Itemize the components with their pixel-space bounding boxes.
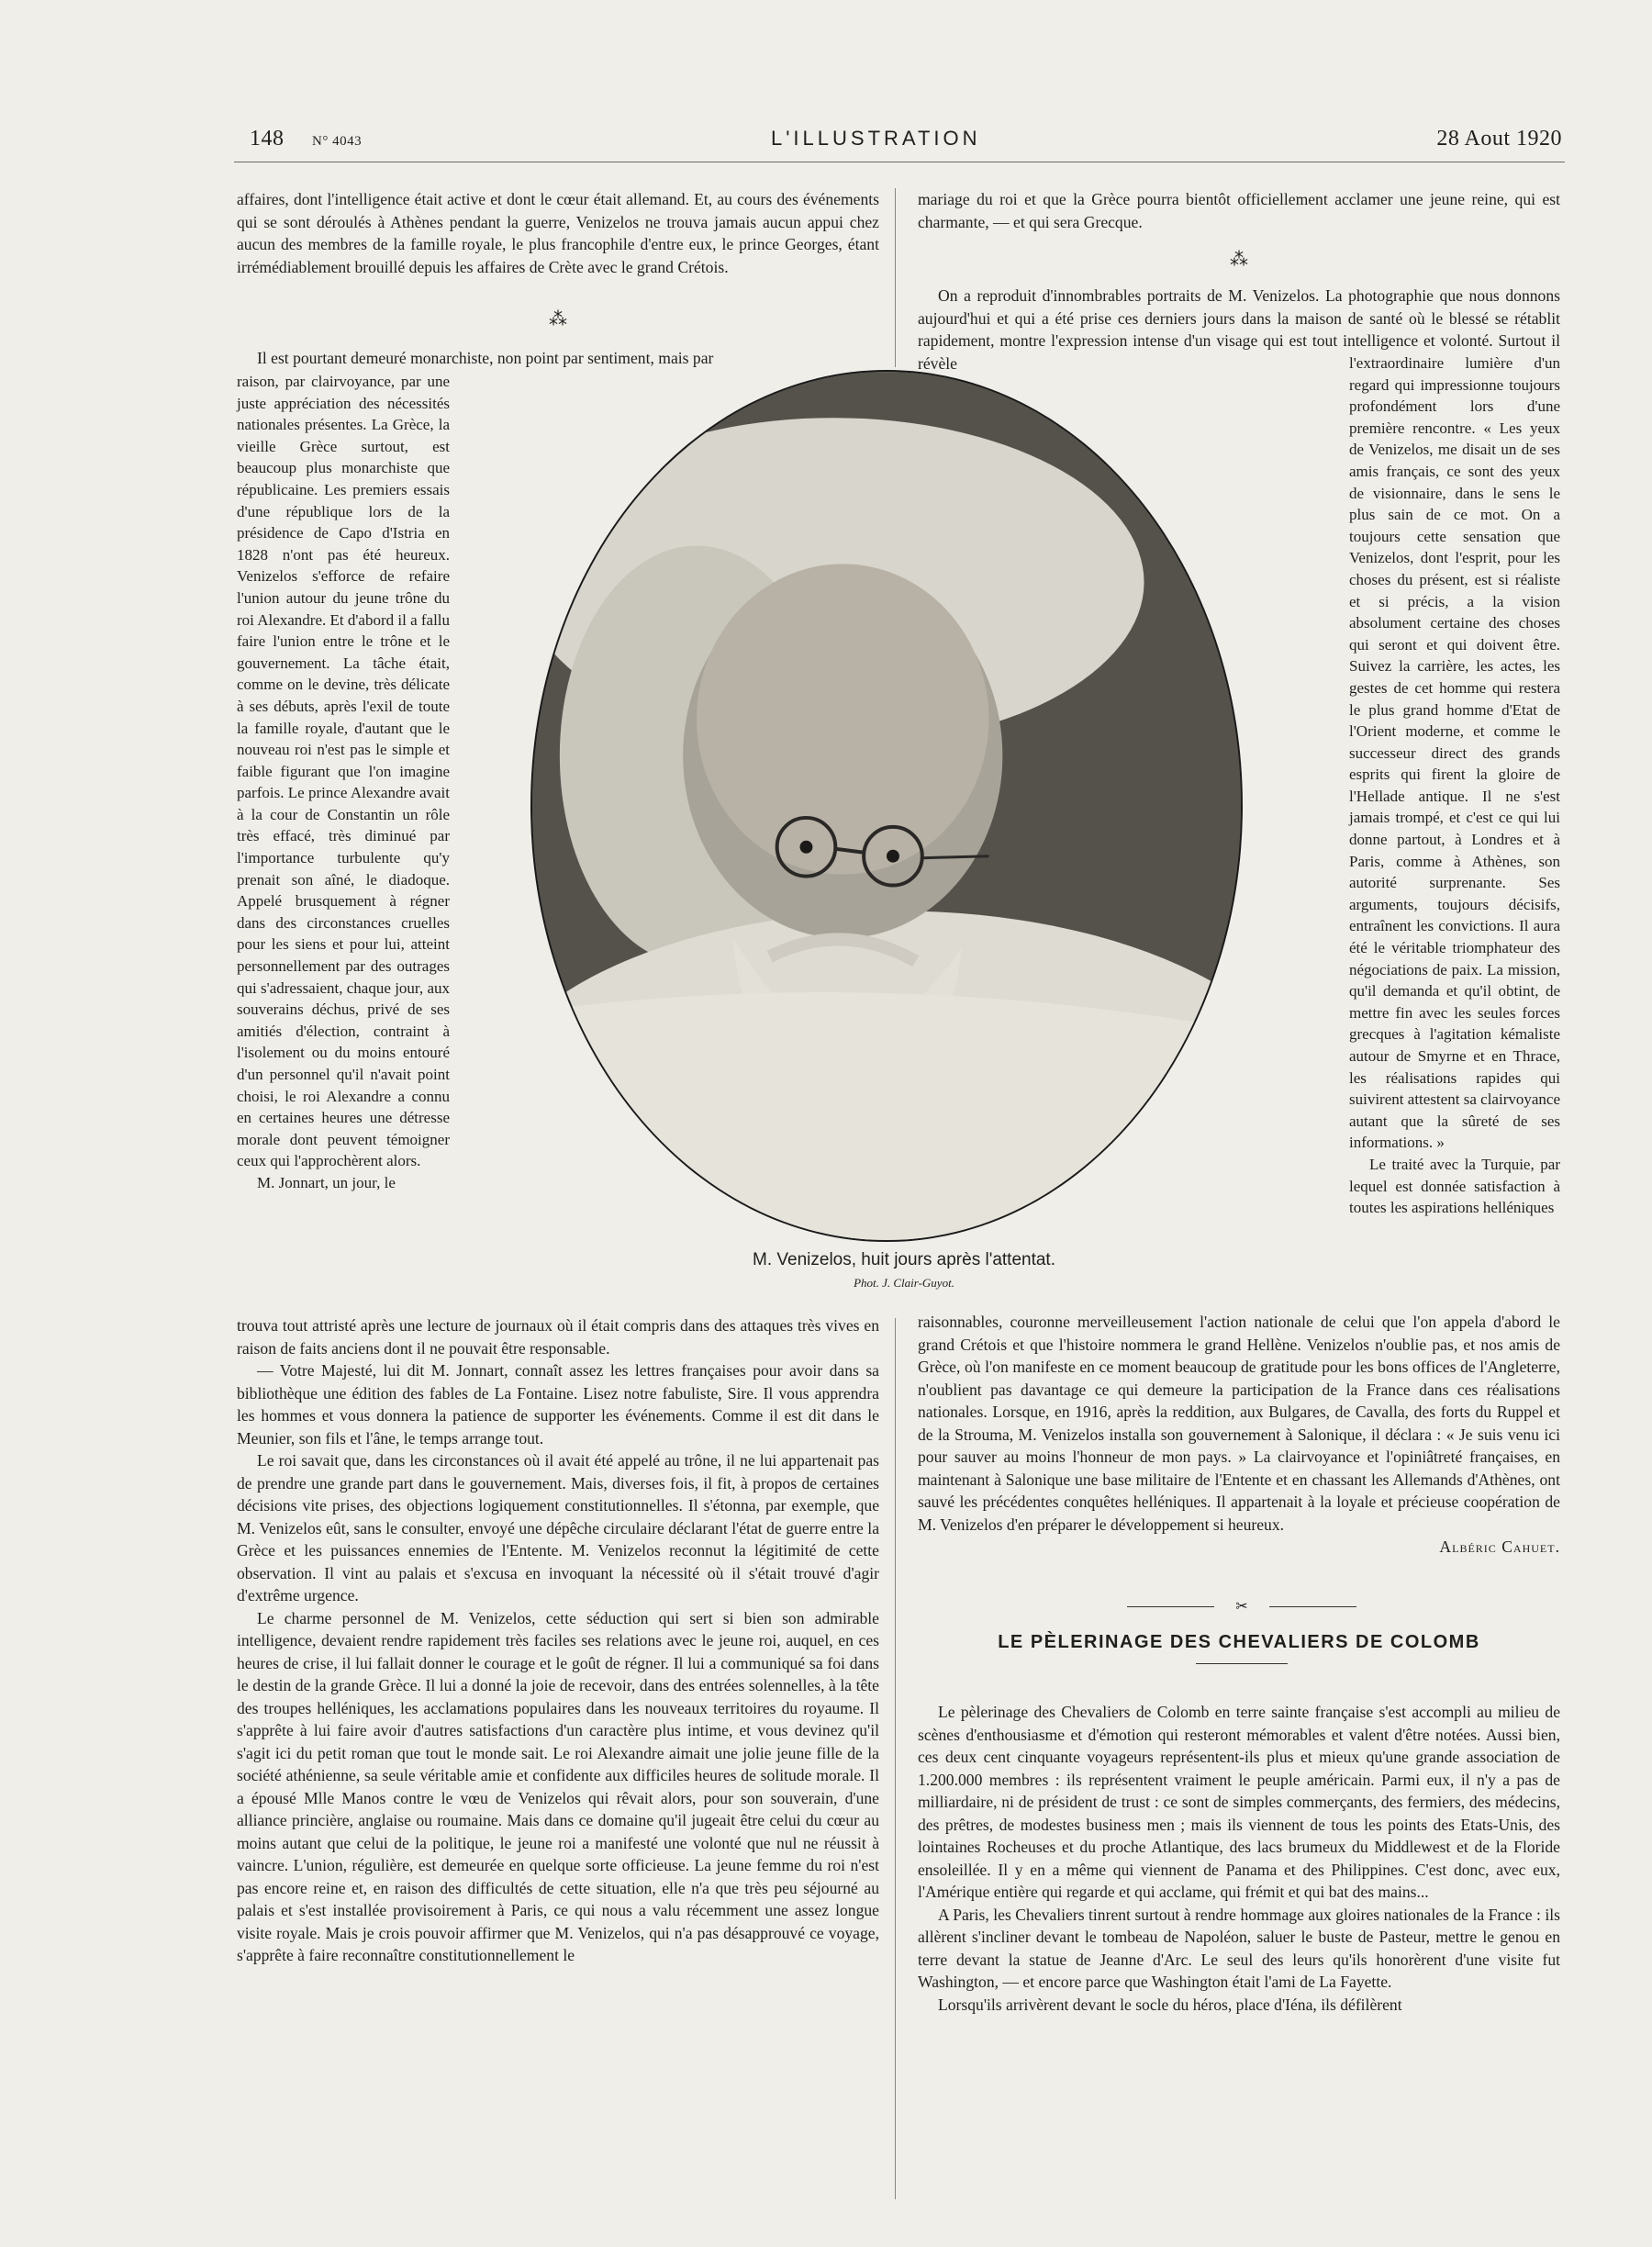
paragraph: affaires, dont l'intelligence était active et dont le cœur était allemand. Et, au cours des événements qui se sont déroulés à Athènes pendant la guerre, Venizelos ne trouva jamais aucun appui chez aucun des membres de la famille royale, le plus francophile d'entre eux, le prince Georges, étant irrémédiablement brouillé depuis les affaires de Crète avec le grand Crétois. <box>237 190 879 276</box>
left-bottom-text <box>237 1314 879 1967</box>
portrait-photo <box>530 370 1243 1242</box>
paragraph: Le charme personnel de M. Venizelos, cette séduction qui sert si bien son admirable intelligence, devaient rendre rapidement très faciles ses relations avec le jeune roi, auquel, en ces heures de crise, il lui fallait donner le courage et le goût de régner. Il lui a communiqué sa foi dans le destin de la grande Grèce. Il lui a donné la joie de recevoir, dans des entrées solennelles, à la tête des troupes helléniques, les acclamations populaires dans les nouveaux territoires du royaume. Il s'apprête à lui faire avoir d'autres satisfactions d'un caractère plus intime, et vous devinez qu'il s'agit ici du petit roman que tout le monde sait. Le roi Alexandre aimait une jolie jeune fille de la société athénienne, sa seule véritable amie et confidente aux difficiles heures de solitude morale. Il a épousé Mlle Manos contre le vœu de Venizelos qui rêvait alors, pour son souverain, d'une alliance princière, anglaise ou roumaine. Mais dans ce domaine qu'il jugeait être celui du cœur au moins autant que celui de la politique, le jeune roi a manifesté une volonté que nul ne réussit à vaincre. L'union, régulière, est demeurée en quelque sorte officieuse. La jeune femme du roi n'est pas encore reine et, en raison des difficultés de cette situation, elle n'a que très peu séjourné au palais et s'est installée provisoirement à Paris, ce qui nous a valu récemment une assez longue visite royale. Mais je crois pouvoir affirmer que M. Venizelos, qui n'a pas désapprouvé ce voyage, s'apprête à faire reconnaître constitutionnellement le <box>237 1608 879 1964</box>
paragraph: mariage du roi et que la Grèce pourra bientôt officiellement acclamer une jeune reine, qui est charmante, — et qui sera Grecque. <box>918 190 1560 231</box>
paragraph: l'extraordinaire lumière d'un regard qui impressionne toujours profondément lors d'une première rencontre. « Les yeux de Venizelos, me disait un de ses amis français, ce sont des yeux de visionnaire, dans le sens le plus sain de ce mot. On a toujours cette sensation que Venizelos, dont l'esprit, pour les choses du présent, est si réaliste et si précis, a la vision absolument certaine des choses qui seront et qui doivent être. Suivez la carrière, les actes, les gestes de cet homme qui restera le plus grand homme d'Etat de l'Orient moderne, et comme le successeur direct des grands esprits qui firent la gloire de l'Hellade antique. Il ne s'est jamais trompé, et c'est ce qui lui donne partout, à Londres et à Paris, comme à Athènes, son autorité surprenante. Ses arguments, toujours décisifs, entraînent les convictions. Il aura été le véritable triomphateur des négociations de paix. La mission, qu'il demanda et qu'il obtint, de mettre fin avec les seules forces grecques à l'agitation kémaliste autour de Smyrne et en Thrace, les réalisations rapides qui suivirent attestent sa clairvoyance autant que la sûreté de ses informations. » <box>1349 354 1560 1152</box>
masthead: L'ILLUSTRATION <box>771 127 981 150</box>
paragraph: Il est pourtant demeuré monarchiste, non point par sentiment, mais par <box>257 349 714 367</box>
top-right-text <box>918 188 1560 233</box>
section-title: LE PÈLERINAGE DES CHEVALIERS DE COLOMB <box>998 1632 1480 1652</box>
paragraph: A Paris, les Chevaliers tinrent surtout à rendre hommage aux gloires nationales de la France : ils allèrent s'incliner devant le tombeau de Napoléon, saluer le buste de Pasteur, mettre le genou en terre devant la statue de Jeanne d'Arc. Le seul des leurs qu'ils honorèrent d'une visite fut Washington, — et encore parce que Washington était l'ami de La Fayette. <box>918 1905 1560 1991</box>
page-number-value: 148 <box>250 127 285 151</box>
paragraph: trouva tout attristé après une lecture de journaux où il était compris dans des attaques très vives en raison de faits anciens dont il ne pouvait être responsable. <box>237 1316 879 1358</box>
right-bottom-text <box>918 1311 1560 1559</box>
issue-number: N° 4043 <box>312 134 363 149</box>
section-body <box>918 1701 1560 2016</box>
paragraph: Le roi savait que, dans les circonstances où il avait été appelé au trône, il ne lui appartenait pas de prendre une grande part dans le gouvernement. Mais, diverses fois, il fit, à propos de certaines décisions vite prises, des objections logiquement constitutionnelles. Il s'étonna, par exemple, que M. Venizelos eût, sans le consulter, envoyé une dépêche circulaire déclarant l'état de guerre entre la Grèce et les puissances ennemies de l'Entente. M. Venizelos reconnut la légitimité de cette observation. Il vint au palais et s'excusa en invoquant la nécessité où il s'était trouvé d'agir d'extrême urgence. <box>237 1451 879 1604</box>
portrait-illustration <box>532 372 1241 1240</box>
paragraph: Le traité avec la Turquie, par lequel est donnée satisfaction à toutes les aspirations helléniques <box>1349 1155 1560 1217</box>
paragraph: raison, par clairvoyance, par une juste appréciation des nécessités nationales présentes. La Grèce, la vieille Grèce surtout, est beaucoup plus monarchiste que républicaine. Les premiers essais d'une république lors de la présidence de Capo d'Istria en 1828 n'ont pas été heureux. Venizelos s'efforce de refaire l'union autour du jeune trône du roi Alexandre. Et d'abord il a fallu faire l'union entre le trône et le gouvernement. La tâche était, comme on le devine, très délicate à ses débuts, après l'exil de toute la famille royale, d'autant que le nouveau roi n'est pas le simple et faible figurant que l'on imagine parfois. Le prince Alexandre avait à la cour de Constantin un rôle très effacé, très diminué par l'importance turbulente qu'y prenait son aîné, le diadoque. Appelé brusquement à régner dans des circonstances cruelles pour les siens et pour lui, atteint personnellement par des outrages qui s'adressaient, chaque jour, aux souverains déchus, privé de ses amitiés d'élection, contraint à l'isolement ou du moins entouré d'un personnel qu'il n'avait point choisi, le roi Alexandre a connu en certaines heures une détresse morale dont peuvent témoigner ceux qui l'approchèrent alors. <box>237 373 451 1170</box>
column-divider <box>895 188 896 367</box>
section-stars: ⁂ <box>549 309 567 330</box>
paragraph: — Votre Majesté, lui dit M. Jonnart, connaît assez les lettres françaises pour avoir dans sa bibliothèque une édition des fables de La Fontaine. Lisez notre fabuliste, Sire. Il vous apprendra les hommes et vous donnera la patience de supporter les événements. Comme il est dit dans le Meunier, son fils et l'âne, le temps arrange tout. <box>237 1361 879 1448</box>
top-left-text <box>237 188 879 278</box>
column-divider <box>895 1318 896 2199</box>
paragraph: M. Jonnart, un jour, le <box>257 1173 396 1191</box>
photo-caption: M. Venizelos, huit jours après l'attentat. <box>753 1250 1055 1269</box>
left-intro <box>237 347 879 370</box>
section-ornament: ✂ <box>1127 1597 1356 1615</box>
paragraph: raisonnables, couronne merveilleusement l'action nationale de celui que l'on appela d'abord le grand Crétois et que l'histoire nommera le grand Hellène. Venizelos n'oublie pas, et nos amis de Grèce, où l'on manifeste en ce moment beaucoup de gratitude pour les bons offices de l'Angleterre, n'oublient pas davantage ce qui demeure la participation de la France dans ces réalisations nationales. Lorsque, en 1916, après la reddition, aux Bulgares, de Cavalla, des forts du Ruppel et de la Strouma, M. Venizelos installa son gouvernement à Salonique, il déclara : « Je suis venu ici pour sauver au moins l'honneur de mon pays. » La clairvoyance et l'opiniâtreté françaises, en maintenant à Salonique une base militaire de l'Entente et en chassant les Allemands d'Athènes, ont sauvé les précédentes conquêtes helléniques. Il appartenait à la loyale et précieuse coopération de M. Venizelos d'en préparer le développement si heureux. <box>918 1313 1560 1534</box>
left-narrow-column <box>237 371 450 1194</box>
author-signature: Albéric Cahuet. <box>1439 1537 1560 1556</box>
right-narrow-column <box>1349 352 1560 1219</box>
paragraph: Lorsqu'ils arrivèrent devant le socle du héros, place d'Iéna, ils défilèrent <box>938 1995 1402 2014</box>
title-rule <box>1196 1663 1288 1664</box>
photo-credit: Phot. J. Clair-Guyot. <box>854 1276 954 1290</box>
issue-date: 28 Aout 1920 <box>1436 127 1562 151</box>
paragraph: Le pèlerinage des Chevaliers de Colomb en terre sainte française s'est accompli au milieu de scènes d'enthousiasme et d'émotion qui resteront mémorables et valent d'être notées. Aussi bien, ces deux cent cinquante voyageurs représentent-ils plus et mieux qu'une grande association de 1.200.000 membres : ils représentent vraiment le peuple américain. Parmi eux, il n'y a pas de milliardaire, ni de président de trust : ce sont de simples commerçants, des fermiers, des médecins, des prêtres, de modestes business men ; mais ils viennent de tous les points des Etats-Unis, des lointaines Rocheuses et du proche Atlantique, des lacs brumeux du Middlewest et de la Floride ensoleillée. Il y en a même qui viennent de Panama et des Philippines. C'est donc, avec eux, l'Amérique entière qui regarde et qui acclame, qui frémit et qui bat des mains... <box>918 1703 1560 1901</box>
page-number <box>250 127 362 151</box>
paragraph: On a reproduit d'innombrables portraits de M. Venizelos. La photographie que nous donnons aujourd'hui et qui a été prise ces derniers jours dans la maison de santé où le blessé se rétablit rapidement, montre l'expression intense d'un visage qui est tout intelligence et volonté. Surtout il révèle <box>918 286 1560 373</box>
section-stars: ⁂ <box>1230 250 1248 270</box>
